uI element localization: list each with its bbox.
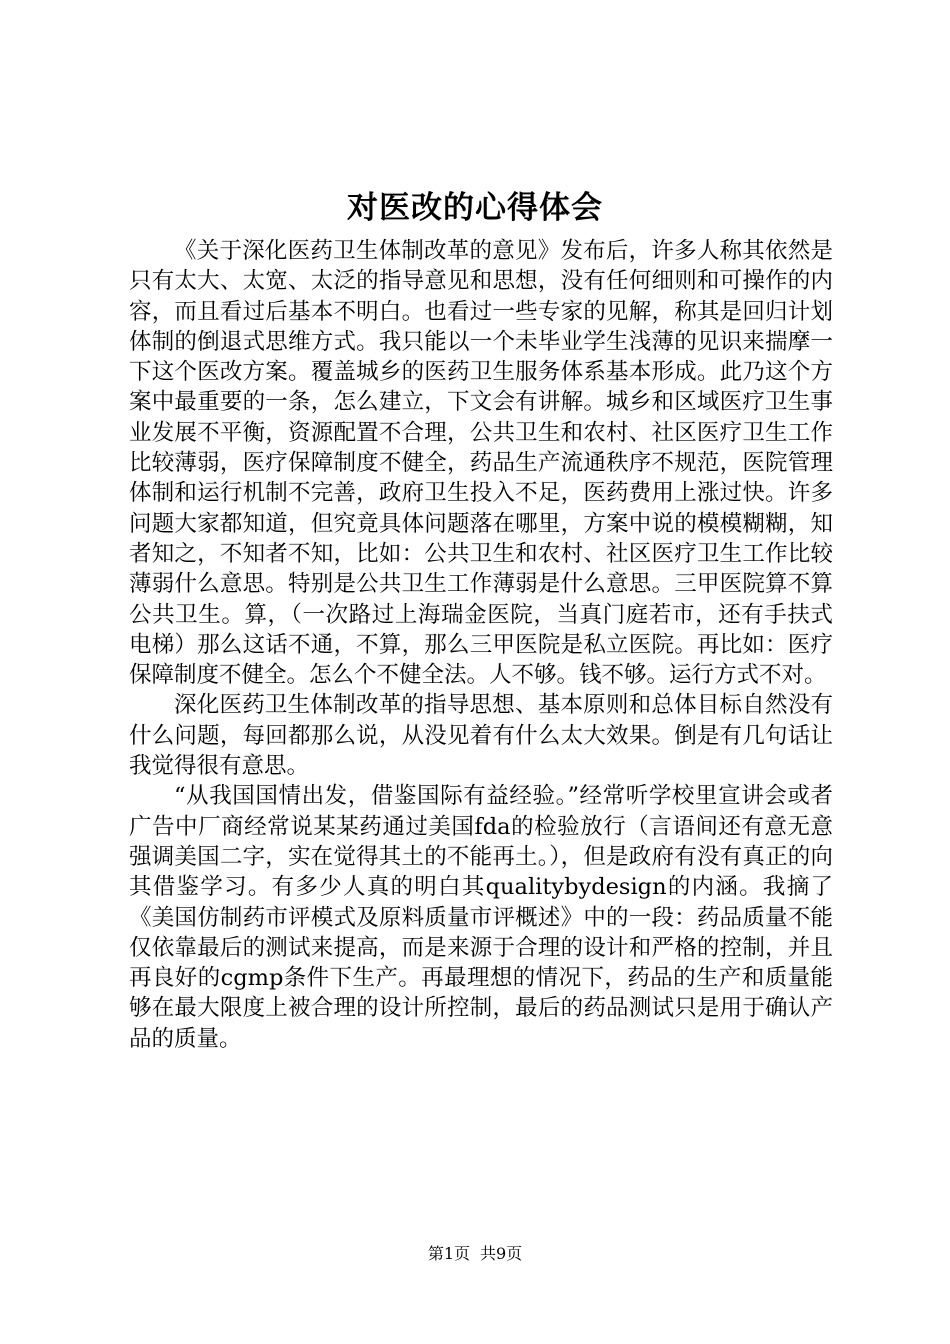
page-footer — [0, 1242, 950, 1266]
paragraph-3: “从我国国情出发，借鉴国际有益经验。”经常听学校里宣讲会或者广告中厂商经常说某某药通过美国fda的检验放行（言语间还有意无意强调美国二字，实在觉得其土的不能再土。），但是政府有没有真正的向其借鉴学习。有多少人真的明白其qualitybydesign的内涵。我摘了《美国仿制药市评模式及原料质量市评概述》中的一段：药品质量不能仅依靠最后的测试来提高，而是来源于合理的设计和严格的控制，并且再良好的cgmp条件下生产。再最理想的情况下，药品的生产和质量能够在最大限度上被合理的设计所控制，最后的药品测试只是用于确认产品的质量。 — [129, 783, 833, 1052]
page-total: 共9页 — [480, 1244, 523, 1263]
paragraph-1: 《关于深化医药卫生体制改革的意见》发布后，许多人称其依然是只有太大、太宽、太泛的指导意见和思想，没有任何细则和可操作的内容，而且看过后基本不明白。也看过一些专家的见解，称其是回归计划体制的倒退式思维方式。我只能以一个未毕业学生浅薄的见识来揣摩一下这个医改方案。覆盖城乡的医药卫生服务体系基本形成。此乃这个方案中最重要的一条，怎么建立，下文会有讲解。城乡和区域医疗卫生事业发展不平衡，资源配置不合理，公共卫生和农村、社区医疗卫生工作比较薄弱，医疗保障制度不健全，药品生产流通秩序不规范，医院管理体制和运行机制不完善，政府卫生投入不足，医药费用上涨过快。许多问题大家都知道，但究竟具体问题落在哪里，方案中说的模模糊糊，知者知之，不知者不知，比如：公共卫生和农村、社区医疗卫生工作比较薄弱什么意思。特别是公共卫生工作薄弱是什么意思。三甲医院算不算公共卫生。算，（一次路过上海瑞金医院，当真门庭若市，还有手扶式电梯）那么这话不通，不算，那么三甲医院是私立医院。再比如：医疗保障制度不健全。怎么个不健全法。人不够。钱不够。运行方式不对。 — [129, 238, 833, 689]
paragraph-2: 深化医药卫生体制改革的指导思想、基本原则和总体目标自然没有什么问题，每回都那么说，从没见着有什么太大效果。倒是有几句话让我觉得很有意思。 — [129, 692, 833, 780]
document-body — [129, 236, 833, 1054]
document-title: 对医改的心得体会 — [347, 190, 603, 226]
page-number: 第1页 — [427, 1244, 470, 1263]
